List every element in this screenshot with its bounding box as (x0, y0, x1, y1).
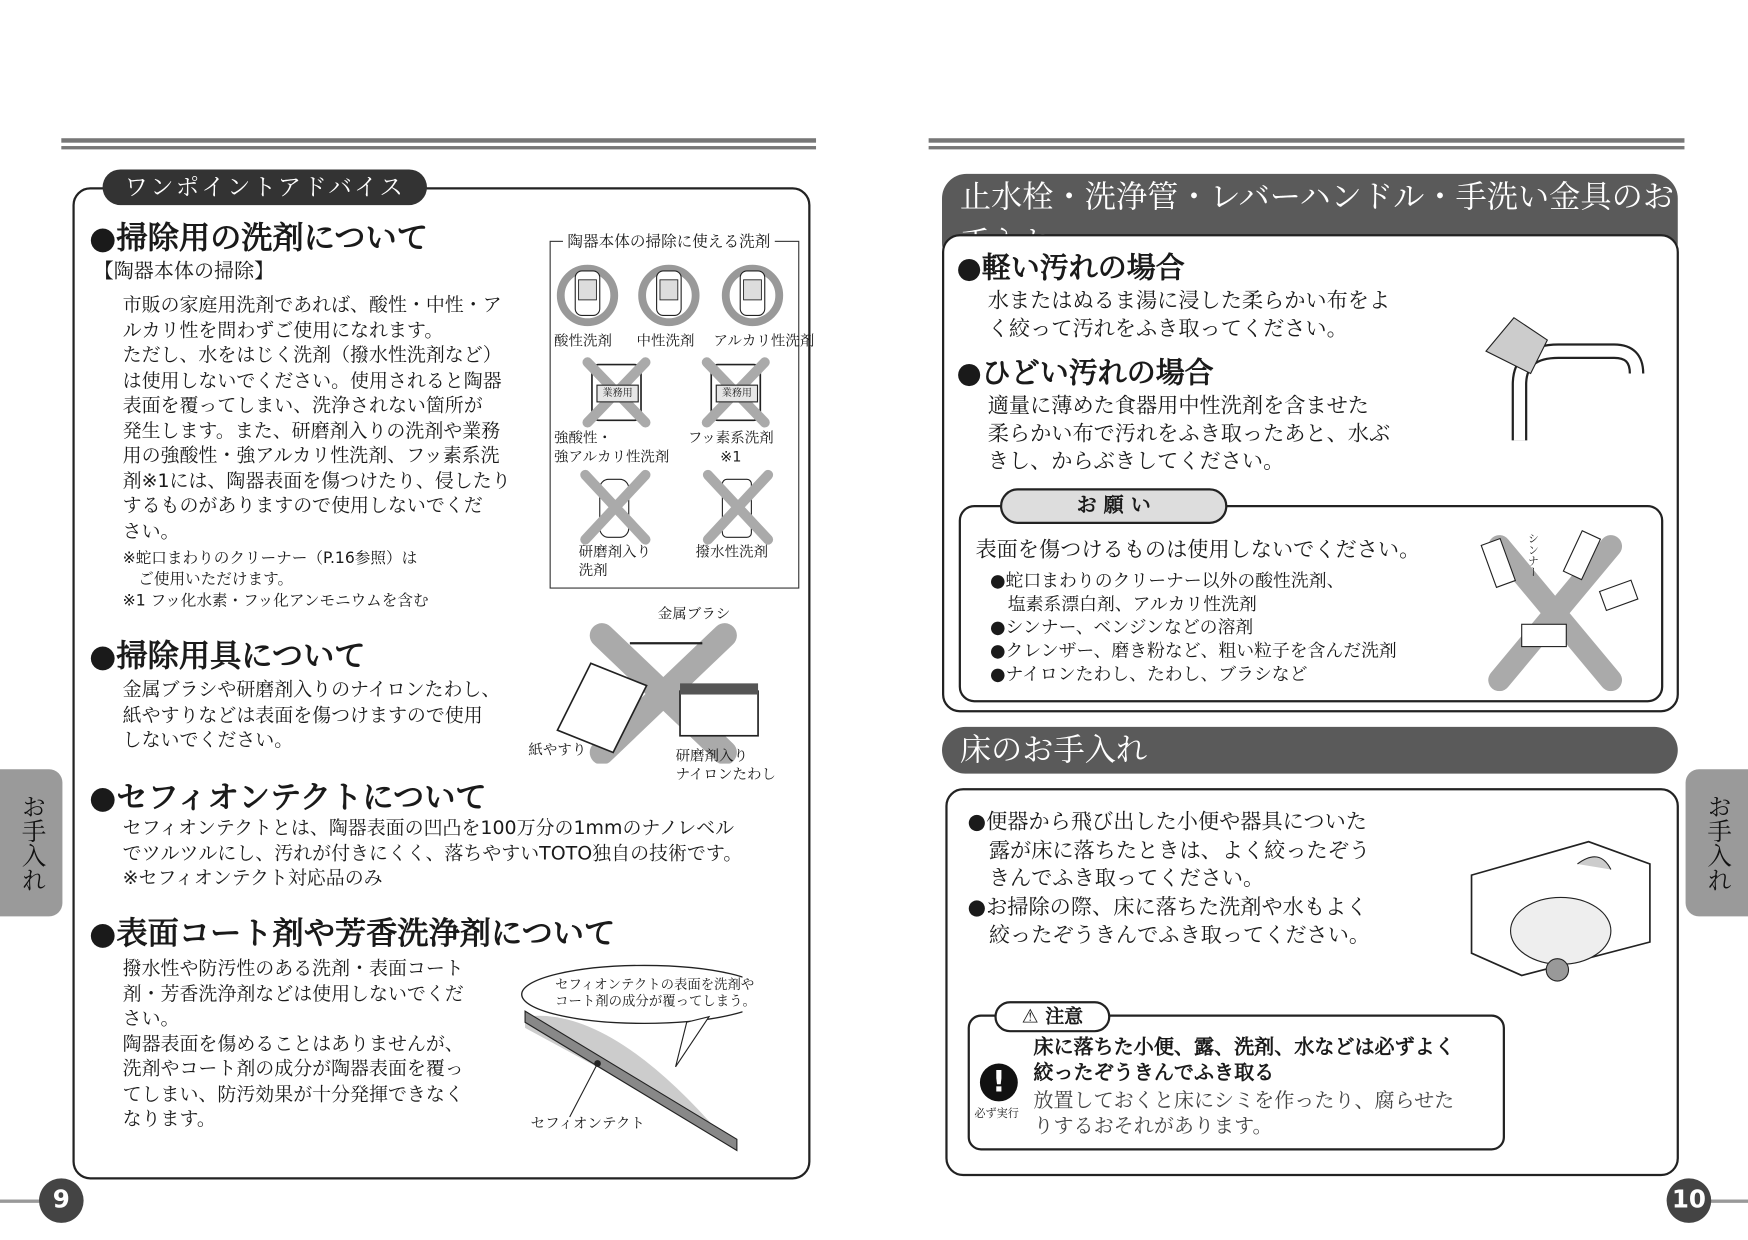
page-number-left: 9 (39, 1178, 84, 1223)
right-top-rule-2 (929, 146, 1685, 149)
heavy-dirt-heading: ●ひどい汚れの場合 (956, 356, 1214, 391)
floor-care-items (968, 808, 1370, 950)
text-line: は使用しないでください。使用されると陶器 (122, 369, 502, 392)
text-line: ルカリ性を問わずご使用になれます。 (122, 319, 444, 342)
text-line: 柔らかい布で汚れをふき取ったあと、水ぶ (987, 421, 1391, 446)
ok-label-alkaline: アルカリ性洗剤 (713, 333, 815, 351)
text-line: 金属ブラシや研磨剤入りのナイロンたわし、 (122, 678, 501, 702)
left-footer-line (0, 1200, 45, 1203)
ng-bottle-illustrations (550, 468, 797, 546)
text-line: 用の強酸性・強アルカリ性洗剤、フッ素系洗 (122, 444, 500, 468)
text-line: 発生します。また、研磨剤入りの洗剤や業務 (122, 419, 501, 443)
ok-circle-icon (642, 269, 696, 323)
text-line: ※蛇口まわりのクリーナー（P.16参照）は (122, 549, 418, 568)
text-line: ●蛇口まわりのクリーナー以外の酸性洗剤、 (989, 569, 1345, 591)
text-line: ●シンナー、ベンジンなどの溶剤 (989, 616, 1254, 638)
right-side-tab: お手入れ (1686, 769, 1748, 916)
exclamation-icon: ! (980, 1064, 1018, 1102)
text-line: きし、からぶきしてください。 (987, 449, 1285, 474)
right-top-rule (929, 138, 1685, 142)
text-line: しないでください。 (122, 729, 294, 752)
left-top-rule-2 (61, 146, 816, 149)
tools-body (123, 678, 501, 753)
text-line: 剤※1には、陶器表面を傷つけたり、侵したり (122, 469, 511, 493)
request-lead: 表面を傷つけるものは使用しないでください。 (975, 537, 1421, 562)
text-line: 洗剤やコート剤の成分が陶器表面を覆っ (122, 1057, 464, 1081)
ok-label-neutral: 中性洗剤 (636, 333, 695, 351)
text-line: でツルツルにし、汚れが付きにくく、落ちやすいTOTO独自の技術です。 (122, 842, 743, 865)
text-line: ※セフィオンテクト対応品のみ (122, 867, 383, 890)
sandpaper-label: 紙やすり (528, 742, 587, 760)
detergent-body (123, 293, 535, 544)
thinner-label: シンナー (1525, 532, 1538, 578)
must-do-label: 必ず実行 (974, 1108, 1019, 1121)
ng-label-water-repellent: 撥水性洗剤 (695, 544, 769, 561)
text-line: てしまい、防汚効果が十分発揮できなく (122, 1083, 464, 1106)
coating-bubble-text: セフィオンテクトの表面を洗剤や コート剤の成分が覆ってしまう。 (555, 976, 756, 1009)
left-top-rule (61, 138, 816, 142)
ng-bottle-label-fluorine: 業務用 (716, 385, 758, 403)
text-line: 絞ったぞうきんでふき取る (1033, 1061, 1275, 1085)
faucet-wiping-illustration (1469, 307, 1647, 452)
text-line: するものがありますので使用しないでくだ (122, 494, 483, 518)
text-line: 適量に薄めた食器用中性洗剤を含ませた (987, 393, 1369, 419)
cefiontect-body (123, 816, 743, 891)
text-line: なります。 (122, 1108, 216, 1131)
caution-body (1033, 1088, 1454, 1139)
text-line: 陶器表面を傷めることはありませんが、 (122, 1032, 464, 1056)
text-line: りするおそれがあります。 (1033, 1114, 1273, 1139)
detergent-heading: ●掃除用の洗剤について (89, 219, 428, 257)
coating-body (123, 956, 464, 1132)
heavy-dirt-body (988, 392, 1390, 476)
ng-label-fluorine: フッ素系洗剤 ※1 (687, 430, 774, 466)
request-items (990, 569, 1397, 686)
text-line: ご使用いただけます。 (122, 570, 294, 589)
ok-label-acid: 酸性洗剤 (554, 333, 613, 351)
text-line: セフィオンテクトとは、陶器表面の凹凸を100万分の1mmのナノレベル (122, 817, 735, 840)
caution-label: ⚠ 注意 (994, 1001, 1110, 1032)
prohibited-cleaners-illustration (1477, 524, 1655, 691)
ng-label-strong: 強酸性・ 強アルカリ性洗剤 (554, 430, 670, 466)
floor-care-title-bar: 床のお手入れ (942, 727, 1678, 774)
text-line: 塩素系漂白剤、アルカリ性洗剤 (989, 593, 1257, 615)
text-line: 紙やすりなどは表面を傷つけますので使用 (122, 703, 483, 727)
text-line: 剤・芳香洗浄剤などは使用しないでくだ (122, 982, 464, 1005)
text-line: 絞ったぞうきんでふき取ってください。 (967, 923, 1371, 948)
abrasive-nylon-label: 研磨剤入り ナイロンたわし (675, 748, 777, 784)
ng-bottle-label-strong: 業務用 (596, 385, 638, 403)
caution-bold (1033, 1035, 1454, 1086)
cefiontect-diagram-label: セフィオンテクト (530, 1115, 645, 1133)
text-line: さい。 (122, 520, 180, 543)
prohibited-x-icon (585, 475, 645, 540)
prohibited-x-icon (708, 475, 768, 540)
text-line: 露が床に落ちたときは、よく絞ったぞう (967, 837, 1371, 863)
tools-heading: ●掃除用具について (89, 637, 366, 675)
metal-brush-label: 金属ブラシ (657, 606, 731, 624)
light-dirt-body (988, 288, 1390, 344)
text-line: 市販の家庭用洗剤であれば、酸性・中性・ア (122, 294, 502, 317)
text-line: 水またはぬるま湯に浸した柔らかい布をよ (987, 288, 1391, 314)
light-dirt-heading: ●軽い汚れの場合 (956, 251, 1185, 286)
one-point-advice-badge: ワンポイントアドバイス (103, 169, 427, 205)
ok-circle-icon (726, 269, 780, 323)
ceramic-cleaning-subheading: 【陶器本体の掃除】 (93, 259, 275, 284)
ok-circle-icon (561, 269, 615, 323)
text-line: 床に落ちた小便、露、洗剤、水などは必ずよく (1033, 1035, 1455, 1060)
text-line: 表面を覆ってしまい、洗浄されない箇所が (122, 394, 483, 417)
coating-heading: ●表面コート剤や芳香洗浄剤について (89, 915, 616, 953)
text-line: ●便器から飛び出した小便や器具についた (967, 809, 1367, 834)
toilet-floor-illustration (1455, 831, 1656, 998)
text-line: ただし、水をはじく洗剤（撥水性洗剤など） (122, 344, 502, 367)
usable-detergent-title: 陶器本体の掃除に使える洗剤 (563, 230, 775, 252)
text-line: 放置しておくと床にシミを作ったり、腐らせた (1033, 1089, 1455, 1113)
cefiontect-heading: ●セフィオンテクトについて (89, 779, 487, 817)
text-line: さい。 (122, 1007, 180, 1031)
faucet-care-title-bar: 止水栓・洗浄管・レバーハンドル・手洗い金具のお (942, 174, 1678, 268)
ng-label-abrasive: 研磨剤入り 洗剤 (578, 544, 652, 580)
text-line: く絞って汚れをふき取ってください。 (987, 316, 1348, 342)
text-line: ●お掃除の際、床に落ちた洗剤や水もよく (967, 894, 1368, 920)
right-footer-line (1706, 1200, 1748, 1203)
text-line: きんでふき取ってください。 (967, 866, 1265, 891)
text-line: 撥水性や防汚性のある洗剤・表面コート (122, 957, 464, 980)
text-line: ●クレンザー、磨き粉など、粗い粒子を含んだ洗剤 (989, 639, 1397, 662)
text-line: ※1 フッ化水素・フッ化アンモニウムを含む (122, 591, 429, 610)
text-line: ●ナイロンたわし、たわし、ブラシなど (989, 663, 1308, 685)
left-side-tab: お手入れ (0, 769, 62, 916)
page-number-right: 10 (1667, 1178, 1712, 1223)
detergent-notes (123, 548, 429, 612)
request-label: お 願 い (1000, 488, 1227, 524)
